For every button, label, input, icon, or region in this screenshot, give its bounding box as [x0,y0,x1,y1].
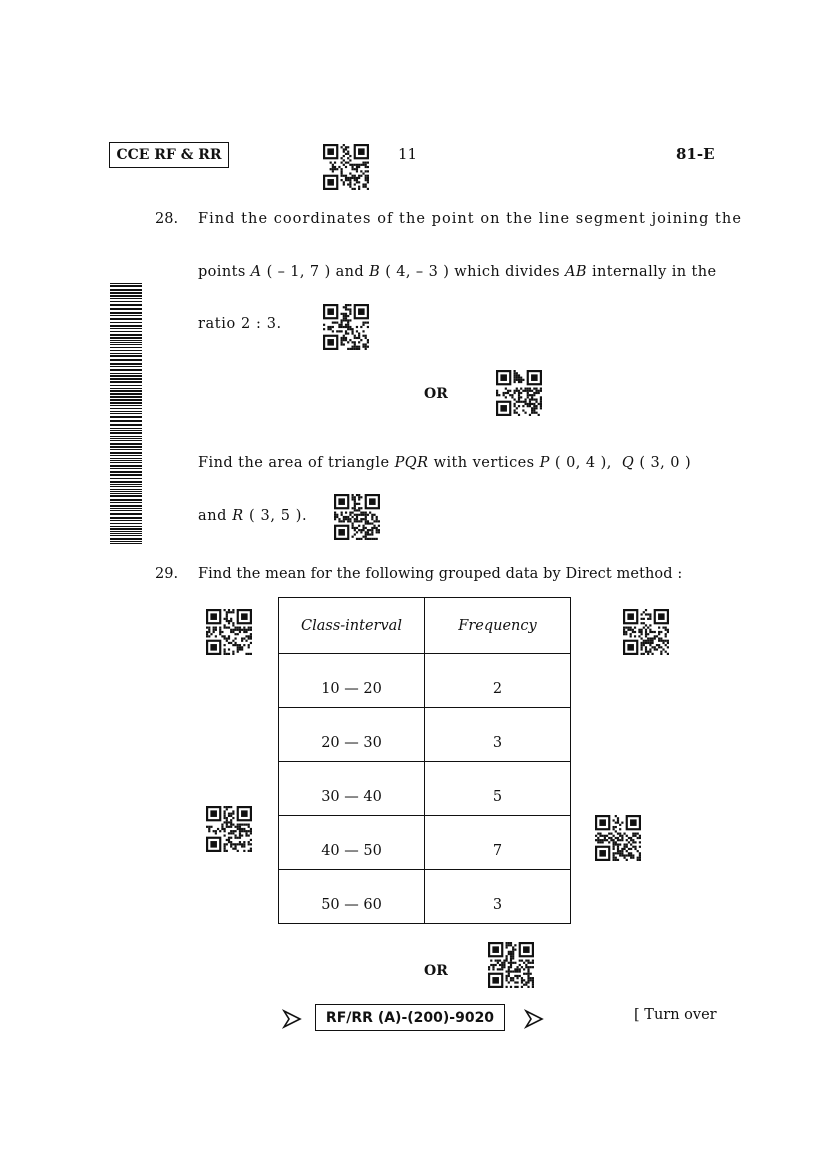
series-label: CCE RF & RR [109,142,229,168]
table-row [279,654,571,708]
table-cell: 40 — 50 [279,816,425,870]
barcode-icon [110,283,142,545]
page-number: 11 [398,145,418,163]
question-text-line: Find the mean for the following grouped data by Direct method : [198,566,683,582]
table-header-row [279,598,571,654]
table-cell: 3 [425,870,571,924]
or-label: OR [424,386,448,402]
turn-over-label: [ Turn over [634,1007,717,1023]
arrow-icon [282,1009,302,1029]
qr-code-icon [595,815,641,861]
table-header-cell: Frequency [425,598,571,654]
table-cell: 30 — 40 [279,762,425,816]
table-cell: 20 — 30 [279,708,425,762]
qr-code-icon [334,494,380,540]
table-cell: 3 [425,708,571,762]
qr-code-icon [488,942,534,988]
question-text-line: Find the area of triangle PQR with vertices P ( 0, 4 ), Q ( 3, 0 ) [198,455,692,471]
table-row [279,816,571,870]
qr-code-icon [496,370,542,416]
table-header-cell: Class-interval [279,598,425,654]
table-cell: 7 [425,816,571,870]
or-label: OR [424,963,448,979]
qr-code-icon [323,304,369,350]
table-cell: 50 — 60 [279,870,425,924]
table-row [279,762,571,816]
table-row [279,870,571,924]
table-cell: 5 [425,762,571,816]
question-text-line: Find the coordinates of the point on the line segment joining the [198,211,742,227]
question-text-line: ratio 2 : 3. [198,316,282,332]
arrow-icon [524,1009,544,1029]
paper-code: 81-E [676,145,715,163]
table-cell: 10 — 20 [279,654,425,708]
grouped-data-table [278,597,571,924]
footer-code: RF/RR (A)-(200)-9020 [315,1004,505,1031]
question-text-line: points A ( – 1, 7 ) and B ( 4, – 3 ) which divides AB internally in the [198,264,717,280]
question-number: 29. [155,566,179,582]
question-number: 28. [155,211,179,227]
table-row [279,708,571,762]
qr-code-icon [623,609,669,655]
question-text-line: and R ( 3, 5 ). [198,508,308,524]
qr-code-icon [206,609,252,655]
qr-code-icon [206,806,252,852]
qr-code-icon [323,144,369,190]
table-cell: 2 [425,654,571,708]
